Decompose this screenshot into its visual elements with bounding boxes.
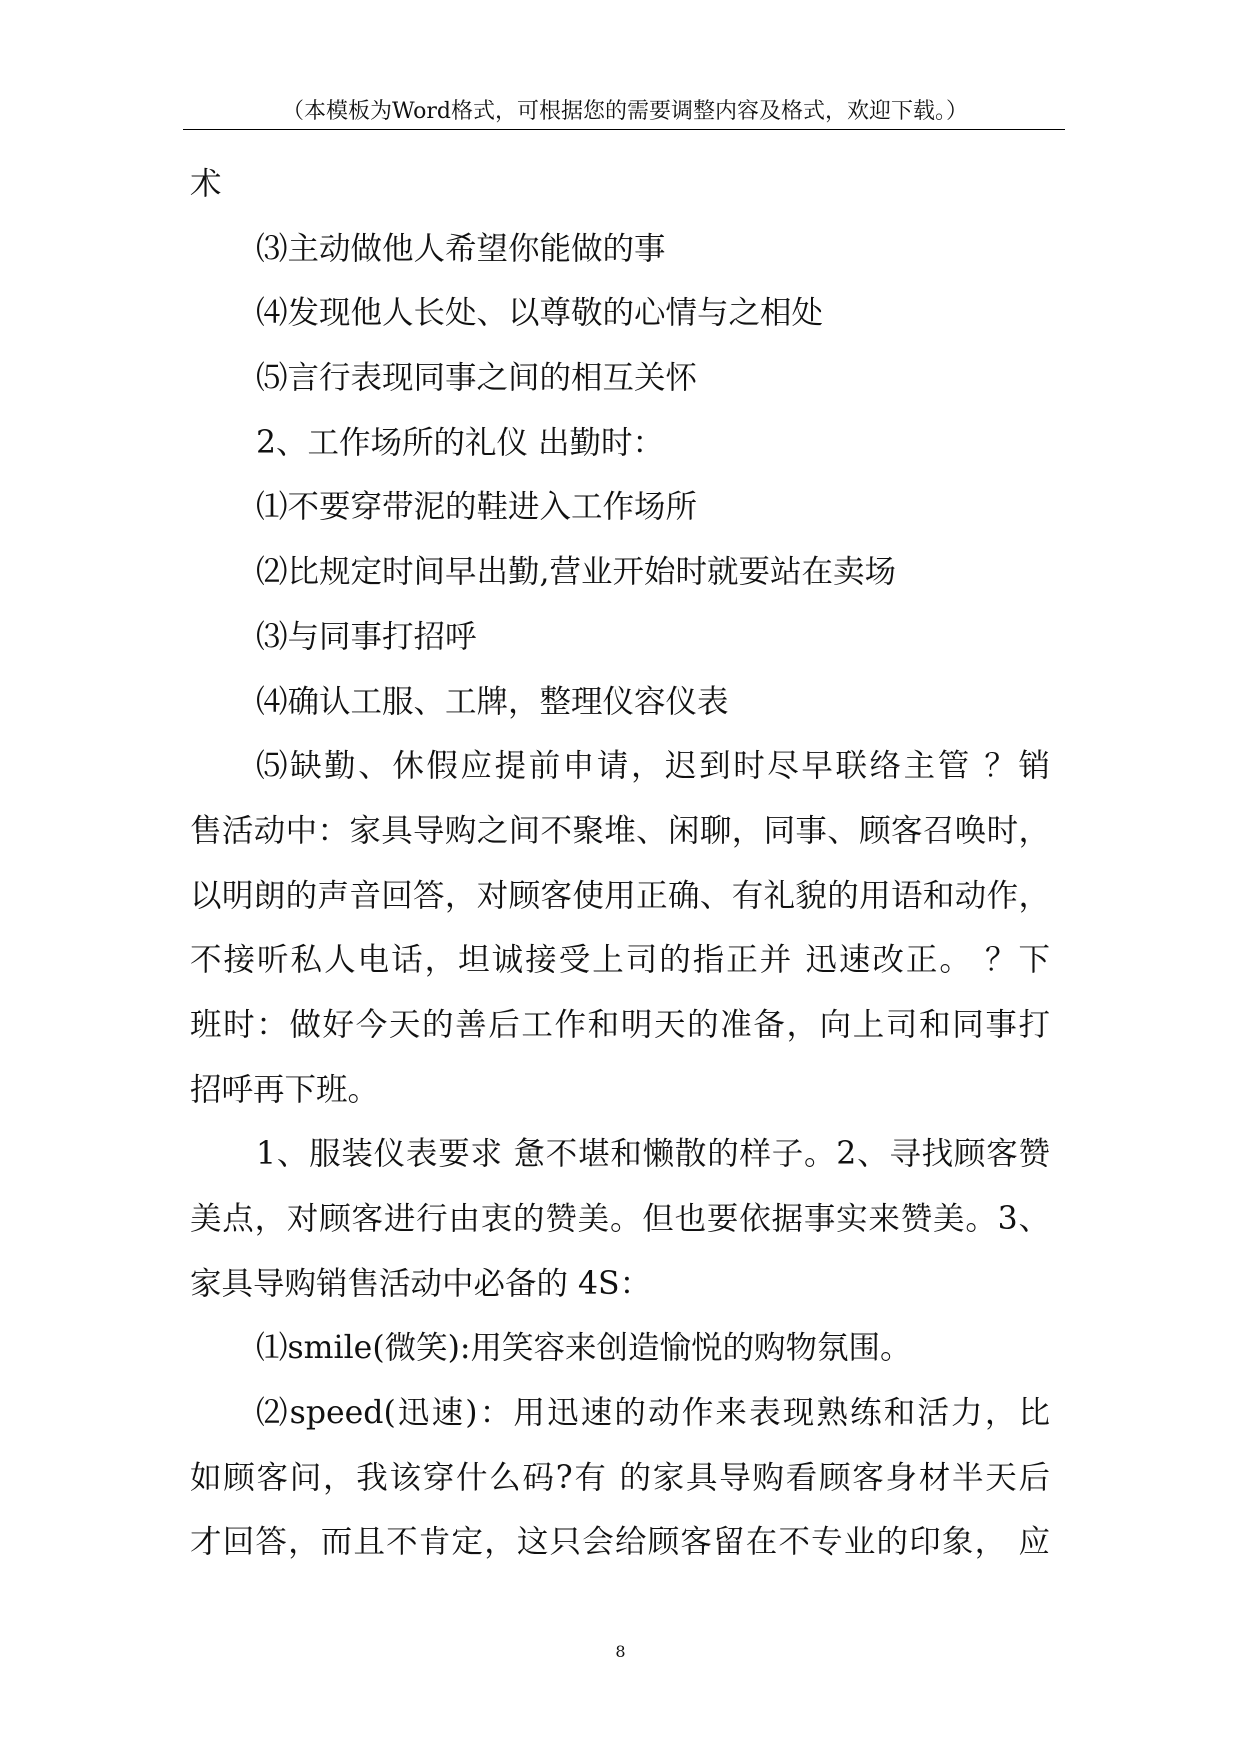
paragraph-line: 以明朗的声音回答，对顾客使用正确、有礼貌的用语和动作， [190, 877, 1050, 914]
page-number: 8 [615, 1642, 626, 1661]
list-item: ⑴smile(微笑):用笑容来创造愉悦的购物氛围。 [256, 1330, 912, 1367]
paragraph-line: ⑵speed(迅速)：用迅速的动作来表现熟练和活力，比 [256, 1395, 1050, 1432]
paragraph-line: 家具导购销售活动中必备的 4S： [190, 1265, 652, 1302]
header-rule [183, 129, 1065, 130]
text-line: 术 [190, 166, 222, 202]
paragraph-line: 才回答，而且不肯定，这只会给顾客留在不专业的印象， 应 [190, 1524, 1050, 1561]
list-item: ⑷发现他人长处、以尊敬的心情与之相处 [256, 295, 824, 332]
document-body [190, 152, 1050, 1575]
paragraph-line: ⑸缺勤、休假应提前申请，迟到时尽早联络主管 ？销 [256, 748, 1050, 785]
paragraph-line: 美点，对顾客进行由衷的赞美。但也要依据事实来赞美。3、 [190, 1201, 1050, 1237]
paragraph-line: 1、服装仪表要求 惫不堪和懒散的样子。2、寻找顾客赞 [256, 1136, 1050, 1173]
paragraph-line: 招呼再下班。 [190, 1071, 380, 1108]
paragraph-line: 如顾客问，我该穿什么码?有 的家具导购看顾客身材半天后 [190, 1459, 1050, 1496]
list-item: ⑵比规定时间早出勤,营业开始时就要站在卖场 [256, 554, 897, 591]
list-item: ⑸言行表现同事之间的相互关怀 [256, 360, 698, 397]
paragraph-line: 不接听私人电话，坦诚接受上司的指正并 迅速改正。 ？下 [190, 942, 1050, 979]
list-item: ⑶与同事打招呼 [256, 618, 477, 655]
paragraph-line: 售活动中：家具导购之间不聚堆、闲聊，同事、顾客召唤时， [190, 812, 1050, 849]
paragraph-line: 班时：做好今天的善后工作和明天的准备，向上司和同事打 [190, 1006, 1050, 1043]
list-item: ⑴不要穿带泥的鞋进入工作场所 [256, 489, 698, 526]
section-heading: 2、工作场所的礼仪 出勤时： [256, 424, 665, 461]
list-item: ⑶主动做他人希望你能做的事 [256, 230, 666, 267]
page-header: （本模板为Word格式，可根据您的需要调整内容及格式，欢迎下载。） [282, 99, 968, 124]
list-item: ⑷确认工服、工牌，整理仪容仪表 [256, 683, 729, 720]
